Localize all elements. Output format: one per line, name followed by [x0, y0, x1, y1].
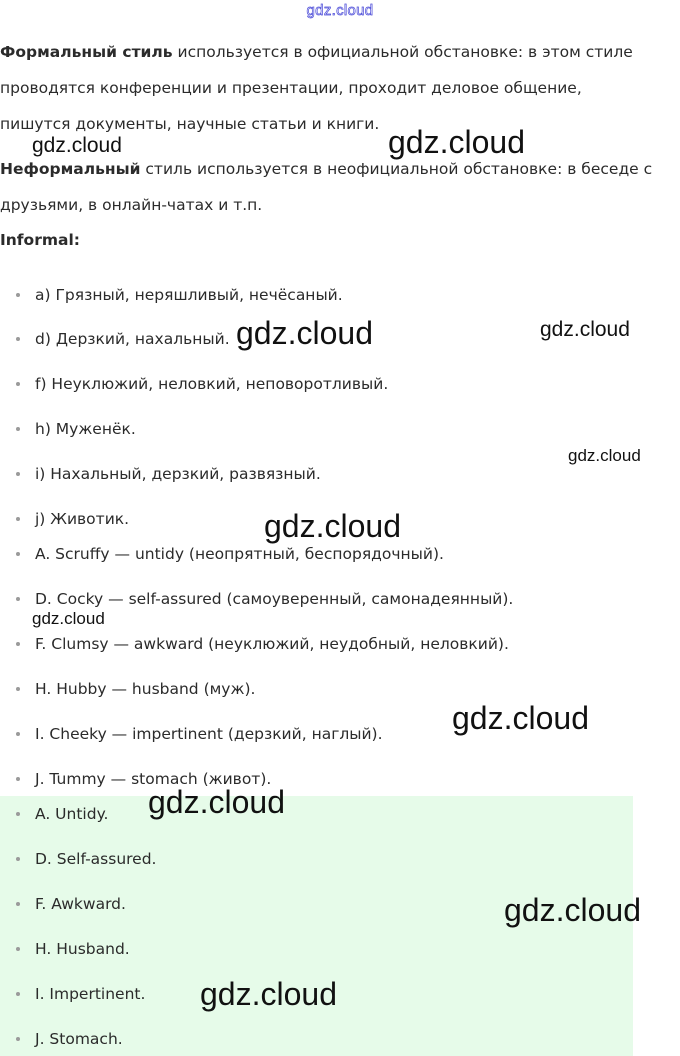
bullet-icon	[16, 687, 20, 691]
watermark: gdz.cloud	[452, 700, 589, 736]
bullet-icon	[16, 857, 20, 861]
watermark: gdz.cloud	[264, 508, 401, 544]
informal-term: Неформальный	[0, 160, 141, 178]
watermark: gdz.cloud	[568, 446, 641, 465]
formal-term: Формальный стиль	[0, 43, 173, 61]
bullet-icon	[16, 992, 20, 996]
bullet-icon	[16, 902, 20, 906]
bullet-icon	[16, 552, 20, 556]
bullet-icon	[16, 1037, 20, 1041]
formal-line-1: Формальный стиль используется в официальной обстановке: в этом стиле	[0, 43, 633, 61]
bullet-icon	[16, 732, 20, 736]
bullet-icon	[16, 293, 20, 297]
watermark: gdz.cloud	[540, 318, 630, 341]
watermark: gdz.cloud	[236, 315, 373, 351]
informal-line-1: Неформальный стиль используется в неофициальной обстановке: в беседе с	[0, 160, 653, 178]
watermark: gdz.cloud	[504, 892, 641, 928]
bullet-icon	[16, 382, 20, 386]
bullet-icon	[16, 947, 20, 951]
site-header-logo: gdz.cloud	[306, 2, 374, 19]
formal-line-3: пишутся документы, научные статьи и книги.	[0, 115, 380, 133]
bullet-icon	[16, 427, 20, 431]
bullet-icon	[16, 777, 20, 781]
watermark: gdz.cloud	[32, 609, 105, 628]
bullet-icon	[16, 472, 20, 476]
bullet-icon	[16, 517, 20, 521]
watermark: gdz.cloud	[148, 784, 285, 820]
bullet-icon	[16, 812, 20, 816]
bullet-icon	[16, 642, 20, 646]
watermark: gdz.cloud	[388, 124, 525, 160]
bullet-icon	[16, 337, 20, 341]
formal-line-2: проводятся конференции и презентации, проходит деловое общение,	[0, 79, 582, 97]
watermark: gdz.cloud	[200, 976, 337, 1012]
informal-line-2: друзьями, в онлайн-чатах и т.п.	[0, 196, 263, 214]
bullet-icon	[16, 597, 20, 601]
watermark: gdz.cloud	[32, 134, 122, 157]
section-heading: Informal:	[0, 231, 80, 249]
